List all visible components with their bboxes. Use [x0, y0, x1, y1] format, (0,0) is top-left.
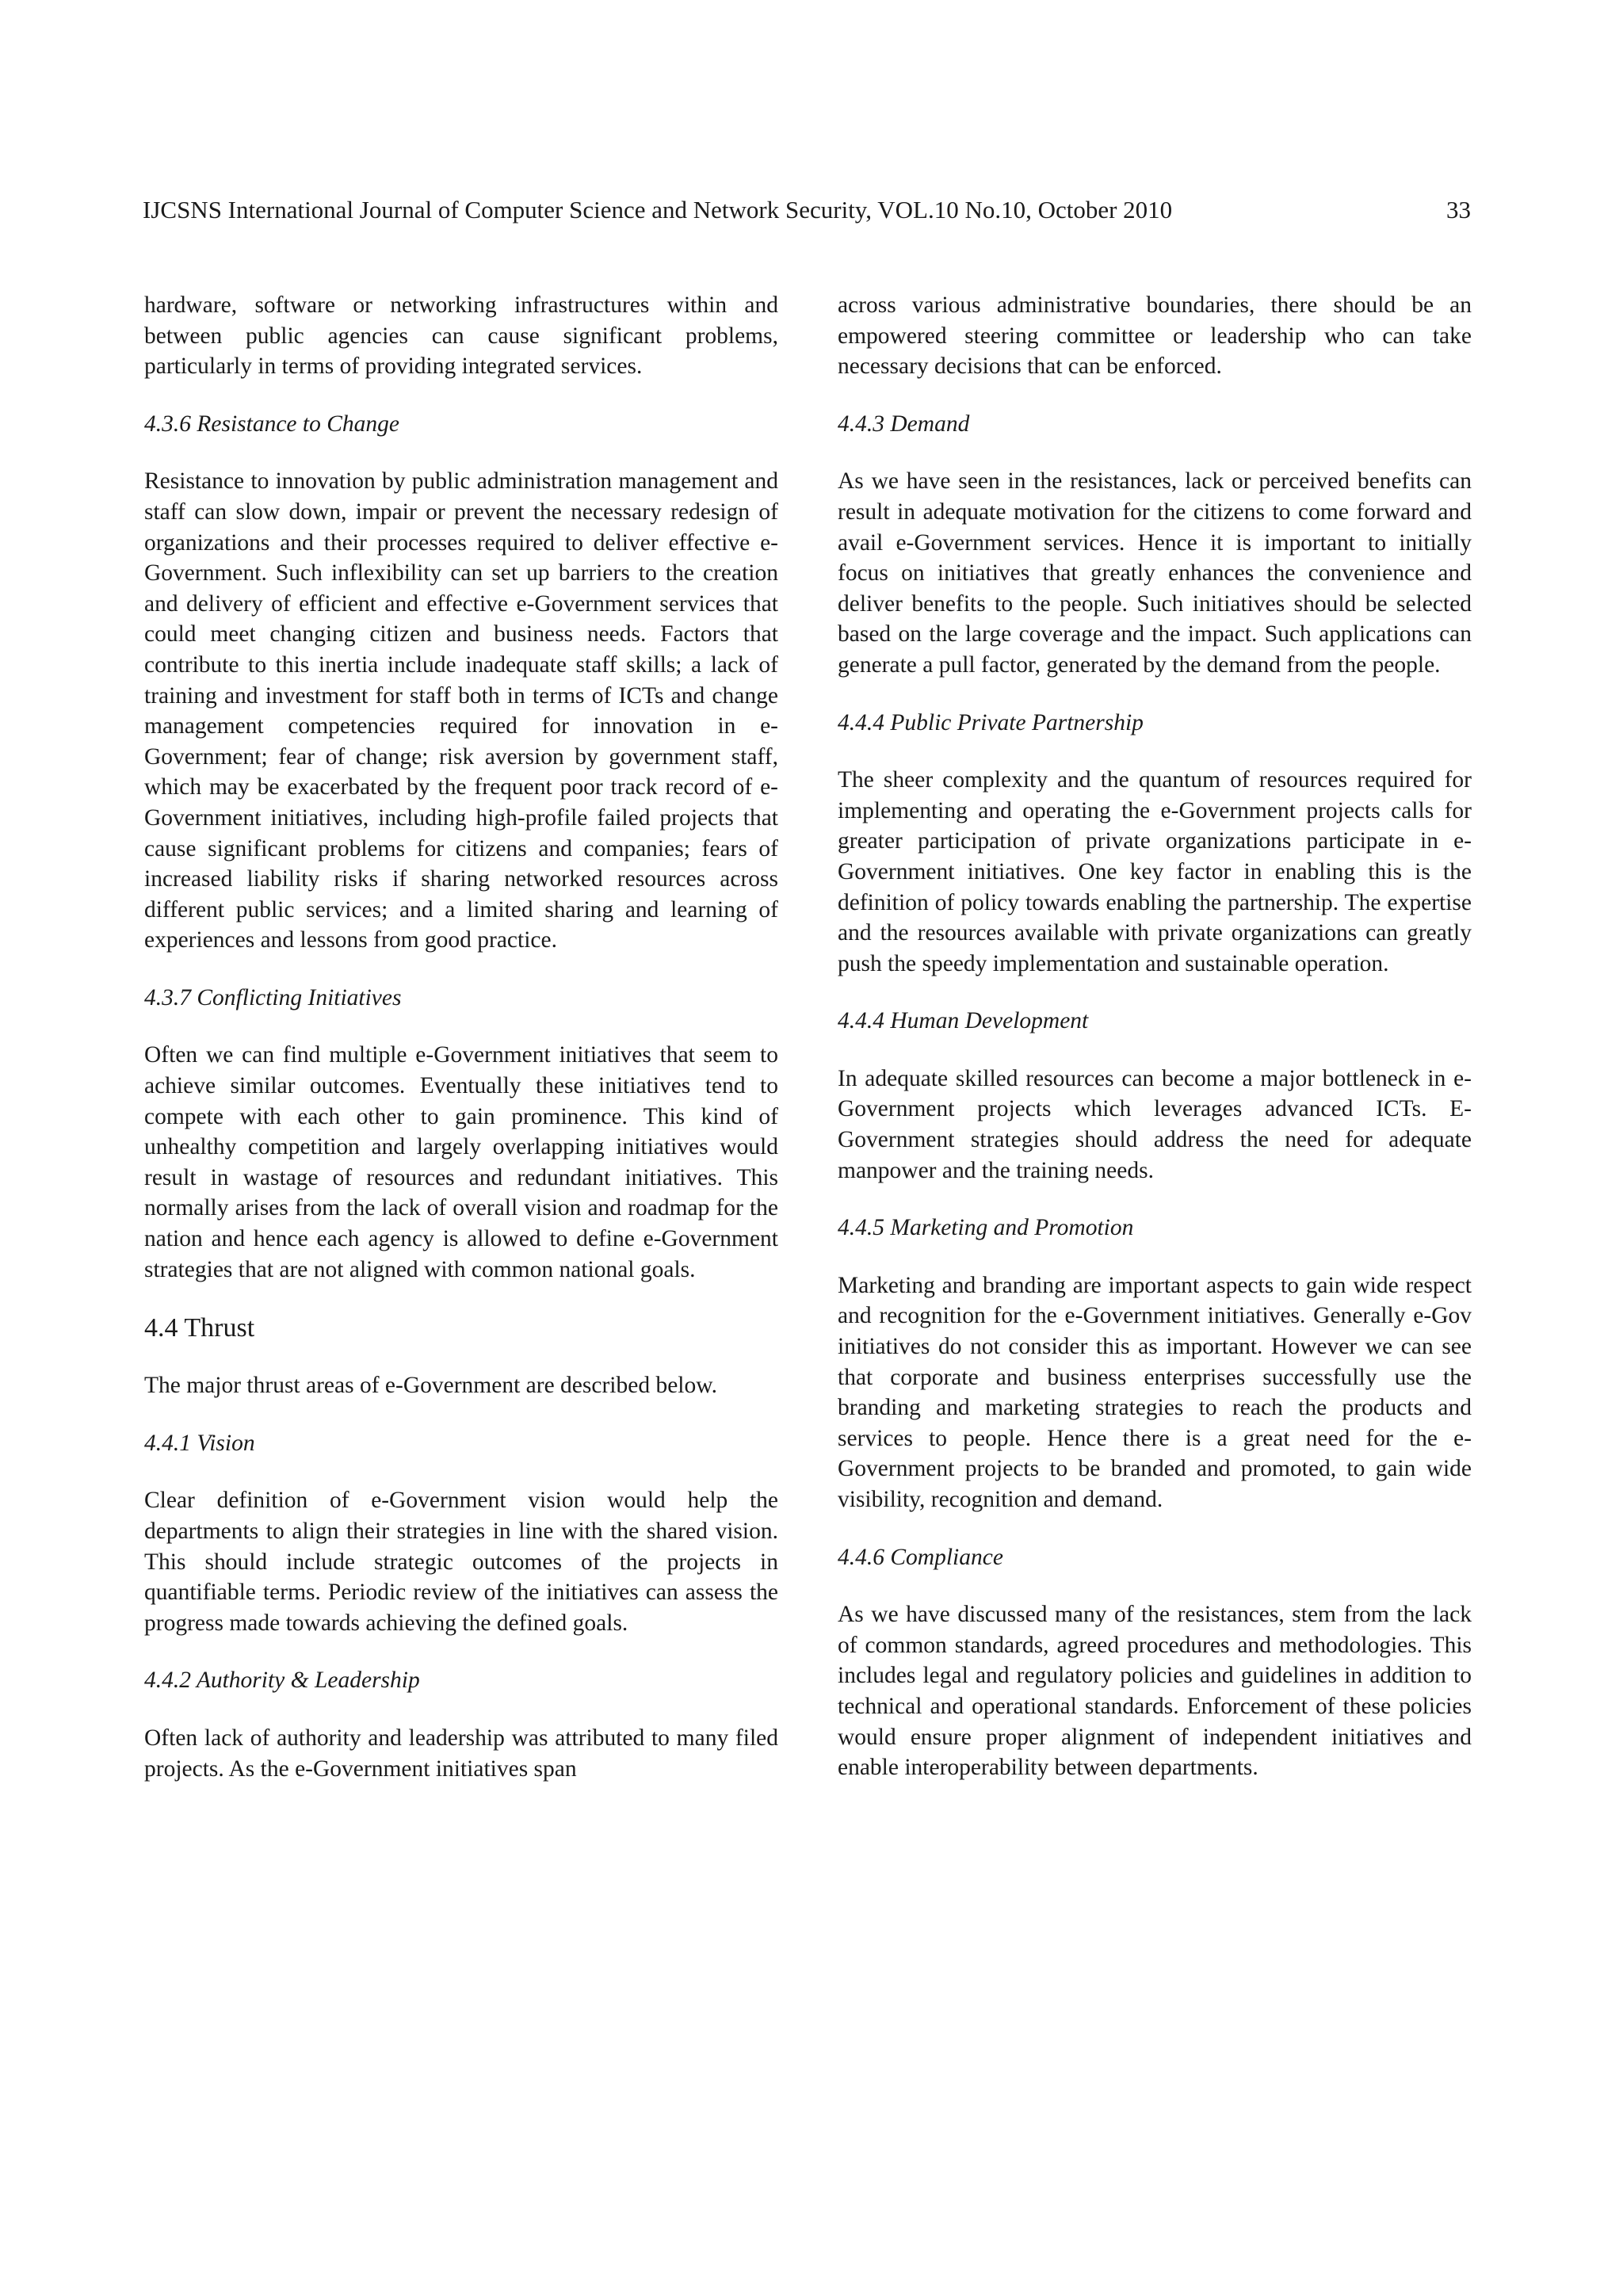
paragraph-compliance: As we have discussed many of the resistances, stem from the lack of common standards, agreed procedures and methodologies. This includes legal and regulatory policies and guidelines in addition to technical and operational standards. Enforcement of these policies would ensure proper alignment of independent initiatives and enable interoperability between departments.	[838, 1602, 1472, 1781]
heading-4-4-2: 4.4.2 Authority & Leadership	[144, 1668, 420, 1694]
heading-4-4-6: 4.4.6 Compliance	[838, 1544, 1003, 1570]
right-column	[838, 290, 1472, 1783]
heading-4-4: 4.4 Thrust	[144, 1313, 255, 1343]
paragraph-vision: Clear definition of e-Government vision would help the departments to align their strategies in line with the shared vision. This should include strategic outcomes of the projects in quantifiable terms. Periodic review of the initiatives can assess the progress made towards achieving the defined goals.	[144, 1488, 778, 1636]
paragraph-public-private-partnership: The sheer complexity and the quantum of resources required for implementing and operating the e-Government projects calls for greater participation of private organizations participate in e-Government initiatives. One key factor in enabling this is the definition of policy towards enabling the partnership. The expertise and the resources available with private organizations can greatly push the speedy implementation and sustainable operation.	[838, 767, 1472, 976]
paragraph-thrust: The major thrust areas of e-Government are described below.	[144, 1373, 717, 1399]
paragraph-marketing-promotion: Marketing and branding are important aspects to gain wide respect and recognition for the e-Government initiatives. Generally e-Gov initiatives do not consider this as important. However we can see that corporate and business enterprises successfully use the branding and marketing strategies to reach the products and services to people. Hence there is a great need for the e-Government projects to be branded and promoted, to gain wide visibility, recognition and demand.	[838, 1272, 1472, 1512]
page-number: 33	[1446, 196, 1471, 223]
journal-title: IJCSNS International Journal of Computer Science and Network Security, VOL.10 No.10, October 2010	[143, 196, 1173, 223]
heading-4-4-5: 4.4.5 Marketing and Promotion	[838, 1215, 1134, 1241]
paragraph-resistance-to-change: Resistance to innovation by public administration management and staff can slow down, impair or prevent the necessary redesign of organizations and their processes required to deliver effective e-Government. Such inflexibility can set up barriers to the creation and delivery of efficient and effective e-Government services that could meet changing citizen and business needs. Factors that contribute to this inertia include inadequate staff skills; a lack of training and investment for staff both in terms of ICTs and change management competencies required for innovation in e-Government; fear of change; risk aversion by government staff, which may be exacerbated by the frequent poor track record of e-Government initiatives, including high-profile failed projects that cause significant problems for citizens and companies; fears of increased liability risks if sharing networked resources across different public services; and a limited sharing and learning of experiences and lessons from good practice.	[144, 468, 778, 953]
heading-4-4-4-public-private: 4.4.4 Public Private Partnership	[838, 709, 1144, 735]
heading-4-4-1: 4.4.1 Vision	[144, 1430, 255, 1456]
paragraph-authority-leadership-continued: across various administrative boundaries, there should be an empowered steering committee or leadership who can take necessary decisions that can be enforced.	[838, 292, 1472, 380]
paragraph-human-development: In adequate skilled resources can become a major bottleneck in e-Government projects which leverages advanced ICTs. E-Government strategies should address the need for adequate manpower and the training needs.	[838, 1065, 1472, 1183]
heading-4-3-7: 4.3.7 Conflicting Initiatives	[144, 984, 402, 1010]
heading-4-4-4-human-development: 4.4.4 Human Development	[838, 1008, 1089, 1034]
paragraph-continued: hardware, software or networking infrastructures within and between public agencies can cause significant problems, particularly in terms of providing integrated services.	[144, 292, 778, 380]
paragraph-demand: As we have seen in the resistances, lack or perceived benefits can result in adequate motivation for the citizens to come forward and avail e-Government services. Hence it is important to initially focus on initiatives that greatly enhances the convenience and deliver benefits to the people. Such initiatives should be selected based on the large coverage and the impact. Such applications can generate a pull factor, generated by the demand from the people.	[838, 468, 1472, 678]
paragraph-authority-leadership: Often lack of authority and leadership was attributed to many filed projects. As the e-Government initiatives span	[144, 1725, 778, 1782]
heading-4-4-3: 4.4.3 Demand	[838, 411, 970, 437]
paragraph-conflicting-initiatives: Often we can find multiple e-Government initiatives that seem to achieve similar outcomes. Eventually these initiatives tend to compete with each other to gain prominence. This kind of unhealthy competition and largely overlapping initiatives would result in wastage of resources and redundant initiatives. This normally arises from the lack of overall vision and roadmap for the nation and hence each agency is allowed to define e-Government strategies that are not aligned with common national goals.	[144, 1042, 778, 1282]
left-column	[144, 290, 778, 1784]
heading-4-3-6: 4.3.6 Resistance to Change	[144, 411, 399, 437]
